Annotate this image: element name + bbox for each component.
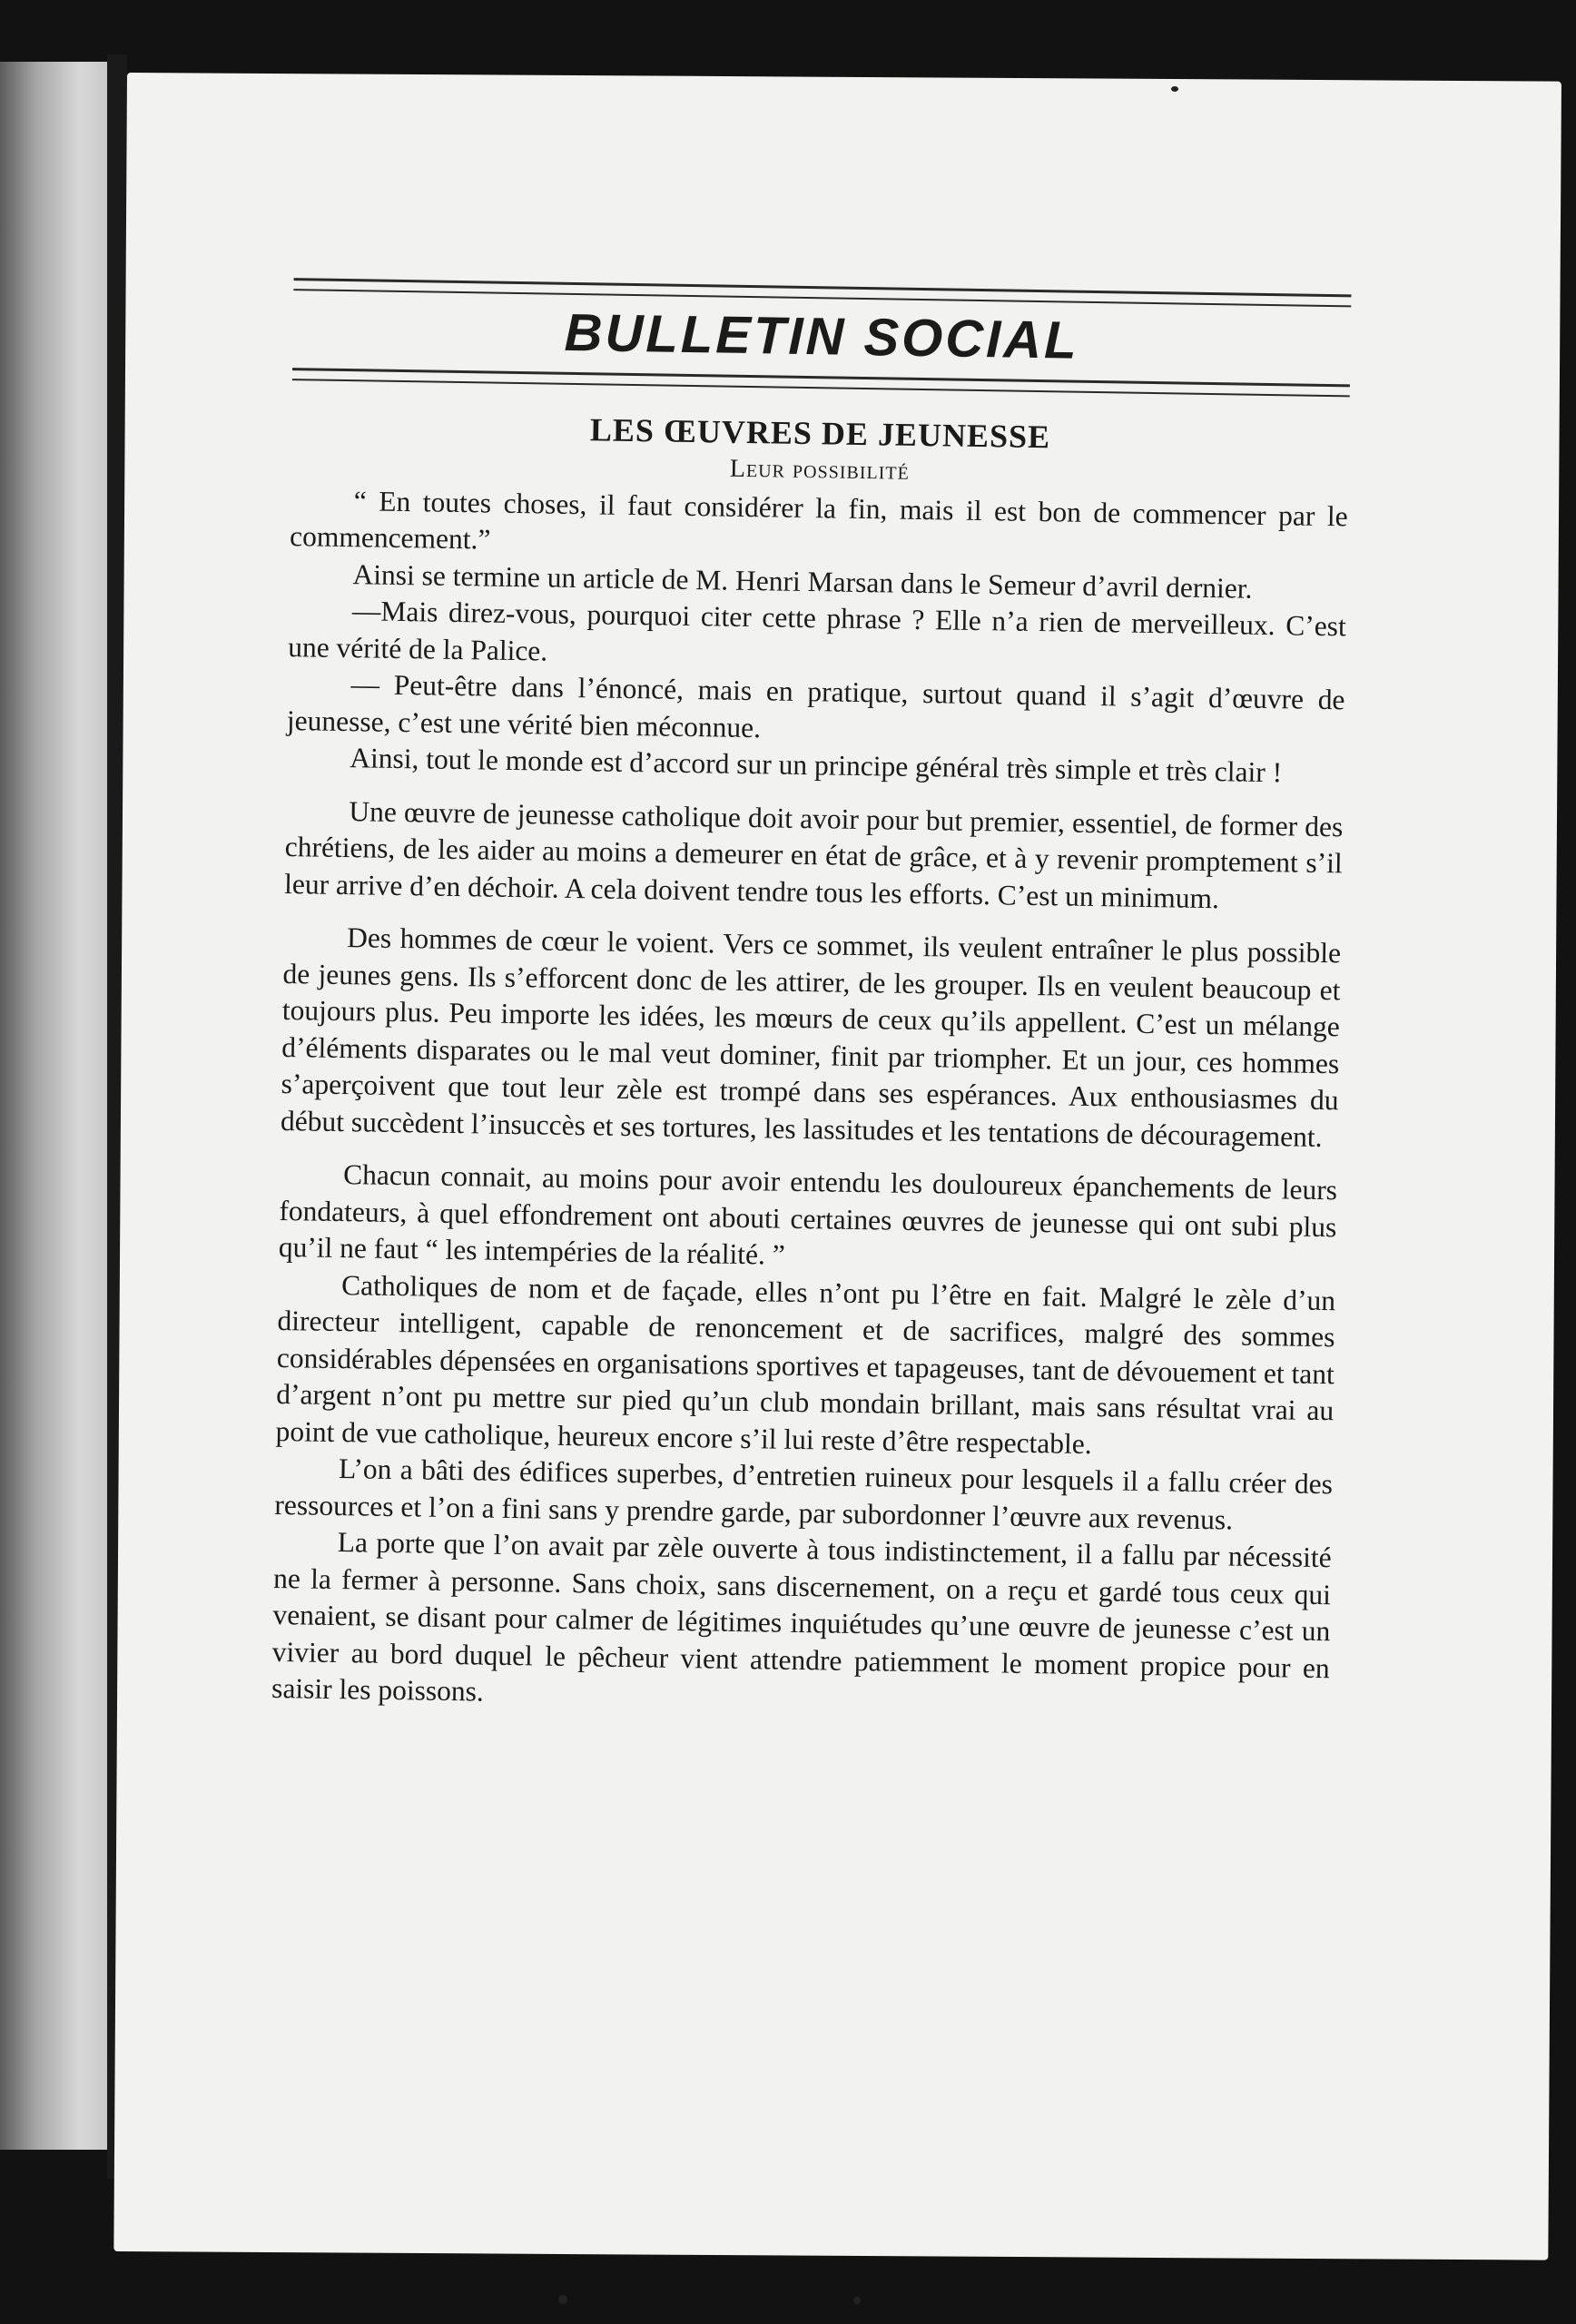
- article-subtitle: Leur possibilité: [729, 454, 911, 486]
- paragraph-4: — Peut-être dans l’énoncé, mais en pratique, surtout quand il s’agit d’œuvre de jeunesse, c’est une vérité bien méconnue.: [286, 668, 1345, 744]
- paragraph-6: Une œuvre de jeunesse catholique doit avoir pour but premier, essentiel, de former des chrétiens, de les aider au moins a demeurer en état de grâce, et à y revenir promptement s’il leur arrive d’en déchoir. A cela doivent tendre tous les efforts. C’est un minimum.: [283, 795, 1344, 915]
- paragraph-8: Chacun connait, au moins pour avoir entendu les douloureux épanchements de leurs fondateurs, à quel effondrement ont abouti certaines œuvres de jeunesse qui ont subi plus qu’il ne faut “ les intempéries de la réalité. ”: [278, 1158, 1338, 1272]
- scan-speck: [853, 2297, 861, 2304]
- page: [113, 73, 1561, 2260]
- scan-speck: [1171, 86, 1178, 92]
- paragraph-1: “ En toutes choses, il faut considérer la fin, mais il est bon de commencer par le commencement.”: [289, 485, 1348, 556]
- masthead-top-rule: [293, 278, 1351, 307]
- page-content: [271, 278, 1352, 1724]
- paragraph-7: Des hommes de cœur le voient. Vers ce sommet, ils veulent entraîner le plus possible de jeunes gens. Ils s’efforcent donc de les attirer, de les grouper. Ils en veulent beaucoup et toujours plus. Peu importe les idées, les mœurs de ceux qu’ils appellent. C’est un mélange d’éléments disparates ou le mal veut dominer, finit par triompher. Et un jour, ces hommes s’aperçoivent que tout leur zèle est trompé dans ses espérances. Aux enthousiasmes du début succèdent l’insuccès et ses tortures, les lassitudes et les tentations de découragement.: [280, 921, 1342, 1153]
- article-body: [271, 482, 1348, 1724]
- paragraph-3: —Mais direz-vous, pourquoi citer cette phrase ? Elle n’a rien de merveilleux. C’est une vérité de la Palice.: [287, 595, 1347, 667]
- paragraph-11: La porte que l’on avait par zèle ouverte à tous indistinctement, il a fallu par nécessité ne la fermer à personne. Sans choix, sans discernement, on a reçu et gardé tous ceux qui venaient, se disant pour calmer de légitimes inquiétudes qu’une œuvre de jeunesse c’est un vivier au bord duquel le pêcheur vient attendre patiemment le moment propice pour en saisir les poissons.: [271, 1526, 1332, 1708]
- paragraph-9: Catholiques de nom et de façade, elles n’ont pu l’être en fait. Malgré le zèle d’un directeur intelligent, capable de renoncement et de sacrifices, malgré des sommes considérables dépensées en organisations sportives et tapageuses, tant de dévouement et tant d’argent n’ont pu mettre sur pied qu’un club mondain brillant, mais sans résultat vrai au point de vue catholique, heureux encore s’il lui reste d’être respectable.: [275, 1268, 1336, 1460]
- left-page-edge: [0, 62, 107, 2150]
- paragraph-5: Ainsi, tout le monde est d’accord sur un principe général très simple et très clair !: [350, 742, 1283, 789]
- article-title: LES ŒUVRES DE JEUNESSE: [589, 411, 1051, 456]
- paragraph-2: Ainsi se termine un article de M. Henri Marsan dans le Semeur d’avril dernier.: [352, 558, 1253, 605]
- masthead-bottom-rule: [292, 368, 1350, 397]
- masthead-title: BULLETIN SOCIAL: [564, 302, 1080, 370]
- scan-speck: [558, 2295, 567, 2304]
- paragraph-10: L’on a bâti des édifices superbes, d’entretien ruineux pour lesquels il a fallu créer des ressources et l’on a fini sans y prendre garde, par subordonner l’œuvre aux revenus.: [274, 1452, 1334, 1536]
